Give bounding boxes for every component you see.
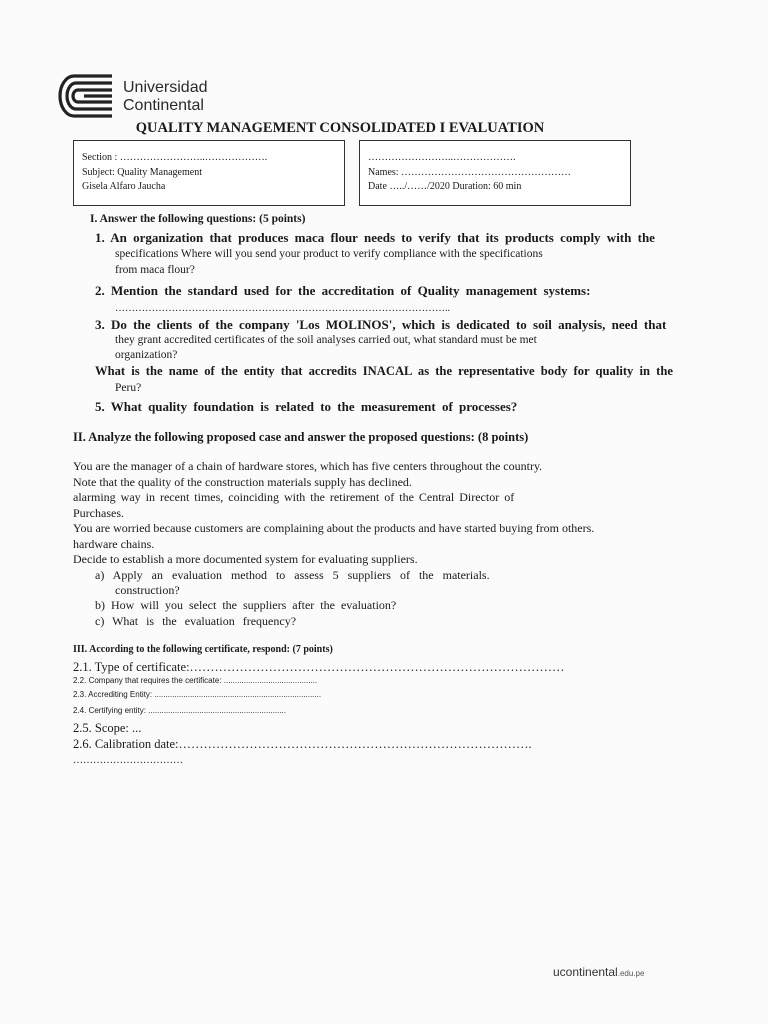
case-question-c: c) What is the evaluation frequency? <box>95 614 297 628</box>
question-3-cont: organization? <box>115 349 178 361</box>
university-logo-icon <box>58 74 114 118</box>
answer-blank: ……………………………………………………………………………………….. <box>115 303 450 314</box>
case-text: hardware chains. <box>73 537 155 551</box>
brand-name-line2: Continental <box>123 97 204 114</box>
footer-domain: .edu.pe <box>617 969 645 978</box>
certificate-item-company: 2.2. Company that requires the certificate: .......................................... <box>73 676 318 685</box>
section-field: Section : ……………………..………………. <box>82 152 268 163</box>
student-info-box-right <box>359 140 631 206</box>
question-4-cont: Peru? <box>115 382 142 394</box>
page-title: QUALITY MANAGEMENT CONSOLIDATED I EVALUATION <box>135 120 545 136</box>
names-field: Names: …………………………………………… <box>368 167 572 178</box>
question-5: 5. What quality foundation is related to the measurement of processes? <box>95 399 518 414</box>
date-duration-field: Date …../……/2020 Duration: 60 min <box>368 181 522 192</box>
case-question-a-cont: construction? <box>115 583 180 597</box>
certificate-item-calibration: 2.6. Calibration date:…………………………………………………………………………. <box>73 737 532 751</box>
section1-heading: I. Answer the following questions: (5 points) <box>90 213 306 225</box>
question-1-cont: from maca flour? <box>115 264 195 276</box>
case-text: Decide to establish a more documented system for evaluating suppliers. <box>73 552 418 566</box>
answer-blank: …………………………… <box>73 755 183 766</box>
teacher-name: Gisela Alfaro Jaucha <box>82 181 166 192</box>
section3-heading: III. According to the following certificate, respond: (7 points) <box>73 644 333 655</box>
case-text: You are worried because customers are complaining about the products and have started buying from others. <box>73 521 595 535</box>
case-question-a: a) Apply an evaluation method to assess 5 suppliers of the materials. <box>95 568 490 582</box>
question-1-cont: specifications Where will you send your product to verify compliance with the specifications <box>115 248 543 260</box>
footer-brand <box>553 965 644 979</box>
subject-field: Subject: Quality Management <box>82 167 202 178</box>
question-1: 1. An organization that produces maca flour needs to verify that its products comply with the <box>95 230 655 245</box>
case-text: Purchases. <box>73 506 124 520</box>
footer-brand-name: ucontinental <box>553 965 618 979</box>
section2-heading: II. Analyze the following proposed case and answer the proposed questions: (8 points) <box>73 430 529 444</box>
question-3: 3. Do the clients of the company 'Los MOLINOS', which is dedicated to soil analysis, need that <box>95 317 667 332</box>
certificate-item-type: 2.1. Type of certificate:……………………………………………………………………………… <box>73 660 565 674</box>
case-question-b: b) How will you select the suppliers after the evaluation? <box>95 598 397 612</box>
certificate-item-accrediting: 2.3. Accrediting Entity: ........................................................................... <box>73 690 322 699</box>
case-text: alarming way in recent times, coinciding with the retirement of the Central Director of <box>73 490 515 504</box>
student-info-box-left <box>73 140 345 206</box>
question-4: What is the name of the entity that accredits INACAL as the representative body for quality in the <box>95 364 673 378</box>
certificate-item-certifying: 2.4. Certifying entity: .............................................................. <box>73 706 286 715</box>
case-text: You are the manager of a chain of hardware stores, which has five centers throughout the country. <box>73 459 543 473</box>
certificate-item-scope: 2.5. Scope: ... <box>73 721 142 735</box>
question-3-cont: they grant accredited certificates of the soil analyses carried out, what standard must be met <box>115 334 537 346</box>
brand-name-line1: Universidad <box>123 79 208 96</box>
question-2: 2. Mention the standard used for the accreditation of Quality management systems: <box>95 283 591 298</box>
case-text: Note that the quality of the construction materials supply has declined. <box>73 475 412 489</box>
blank-line: ……………………..………………. <box>368 152 516 163</box>
